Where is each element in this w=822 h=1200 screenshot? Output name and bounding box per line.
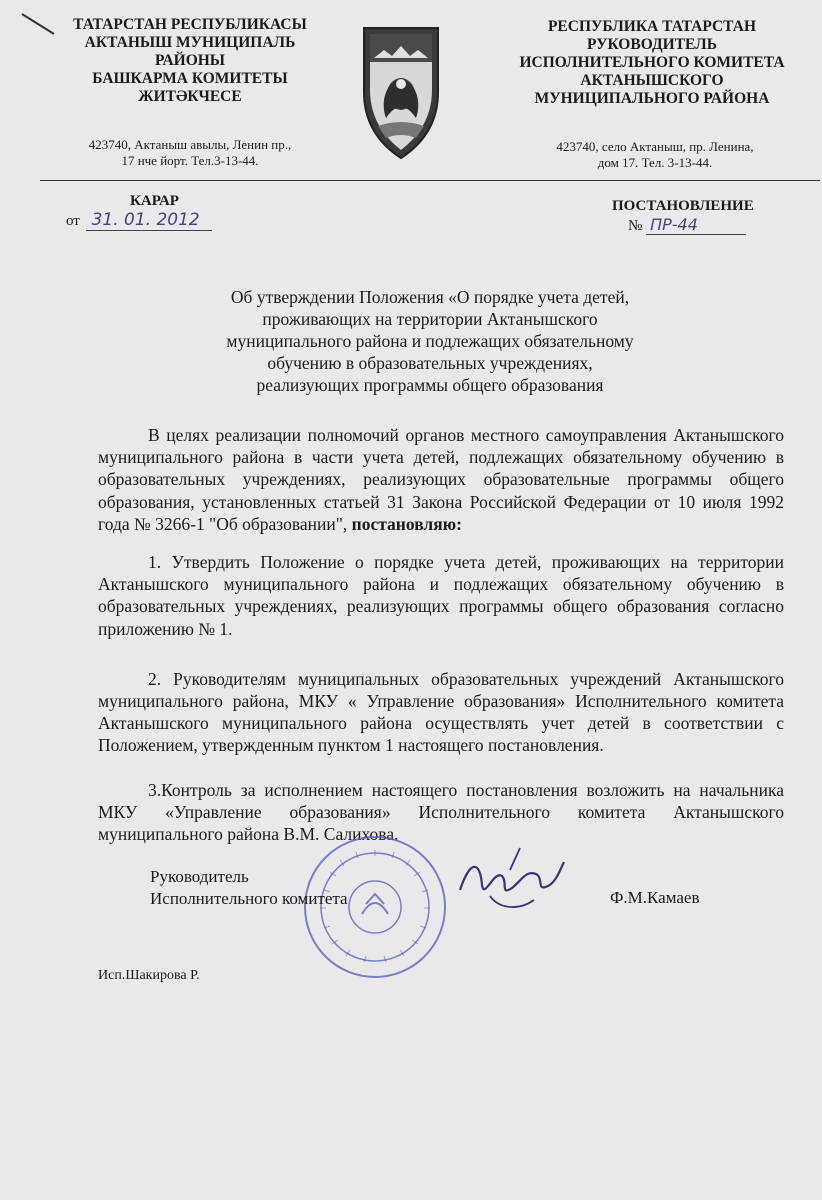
signatory-title-line: Исполнительного комитета — [150, 889, 348, 908]
handwritten-signature-icon — [450, 840, 570, 920]
header-tatar-line: РАЙОНЫ — [154, 52, 226, 69]
address-line: дом 17. Тел. 3-13-44. — [597, 155, 713, 170]
number-label: № — [628, 218, 643, 234]
handwritten-date: 31. 01. 2012 — [86, 210, 212, 231]
title-line: муниципального района и подлежащих обязательному — [226, 331, 634, 351]
postanovlenie-label: ПОСТАНОВЛЕНИЕ — [612, 198, 754, 214]
header-tatar-line: БАШКАРМА КОМИТЕТЫ — [92, 70, 288, 87]
header-tatar — [40, 16, 340, 106]
ot-label: от — [66, 213, 80, 229]
signatory-name: Ф.М.Камаев — [610, 888, 700, 907]
address-line: 423740, село Актаныш, пр. Ленина, — [556, 139, 754, 154]
header-russian-line: АКТАНЫШСКОГО — [580, 72, 724, 89]
address-line: 423740, Актаныш авылы, Ленин пр., — [88, 137, 292, 152]
item-1-paragraph: 1. Утвердить Положение о порядке учета детей, проживающих на территории Актанышского муниципального района и подлежащих обязательному обучению в образовательных учреждениях, реализующих программы общего образования согласно приложению № 1. — [98, 552, 784, 639]
intro-text: В целях реализации полномочий органов местного самоуправления Актанышского муниципального района в части учета детей, подлежащих обязательному обучению в образовательных учреждениях, реализующих образовательные программы общего образования, установленных статьей 31 Закона Российской Федерации от 10 июля 1992 года № 3266-1 "Об образовании", — [98, 425, 784, 534]
karar-label: КАРАР — [130, 193, 179, 209]
executor-note: Исп.Шакирова Р. — [98, 968, 200, 983]
intro-paragraph — [98, 424, 784, 535]
address-line: 17 нче йорт. Тел.3-13-44. — [121, 153, 259, 168]
address-tatar — [60, 137, 320, 169]
document-body — [98, 424, 784, 845]
header-russian-line: МУНИЦИПАЛЬНОГО РАЙОНА — [534, 90, 770, 107]
date-line — [66, 210, 236, 231]
coat-of-arms-icon — [356, 22, 446, 162]
item-2-paragraph: 2. Руководителям муниципальных образовательных учреждений Актанышского муниципального района, МКУ « Управление образования» Исполнительного комитета Актанышского муниципального района осуществлять учет детей в соответствии с Положением, утвержденным пунктом 1 настоящего постановления. — [98, 668, 784, 756]
address-russian — [510, 139, 800, 171]
item-3-paragraph: 3.Контроль за исполнением настоящего постановления возложить на начальника МКУ «Управление образования» Исполнительного комитета Актанышского муниципального района В.М. Салихова. — [98, 779, 784, 845]
header-tatar-line: АКТАНЫШ МУНИЦИПАЛЬ — [84, 34, 296, 51]
header-tatar-line: ЖИТӘКЧЕСЕ — [138, 88, 242, 105]
signatory-title-line: Руководитель — [150, 867, 249, 886]
header-russian-line: РУКОВОДИТЕЛЬ — [587, 36, 717, 53]
title-line: обучению в образовательных учреждениях, — [267, 353, 593, 373]
header-russian-line: РЕСПУБЛИКА ТАТАРСТАН — [547, 18, 757, 35]
number-line — [628, 215, 746, 235]
signatory-title — [150, 866, 348, 910]
title-line: проживающих на территории Актанышского — [262, 309, 598, 329]
header-russian — [492, 18, 812, 108]
handwritten-number: ПР-44 — [646, 215, 746, 235]
title-line: Об утверждении Положения «О порядке учета детей, — [230, 287, 630, 307]
header-divider — [40, 180, 820, 181]
header-tatar-line: ТАТАРСТАН РЕСПУБЛИКАСЫ — [73, 16, 307, 33]
title-line: реализующих программы общего образования — [256, 375, 604, 395]
header-russian-line: ИСПОЛНИТЕЛЬНОГО КОМИТЕТА — [519, 54, 785, 71]
document-title — [170, 286, 690, 396]
intro-bold: постановляю: — [351, 513, 462, 534]
